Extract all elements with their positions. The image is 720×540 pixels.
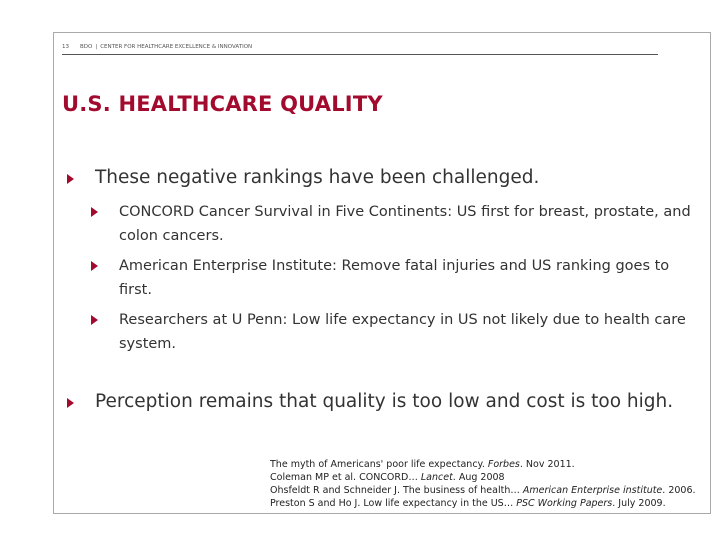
reference-line: Preston S and Ho J. Low life expectancy in the US… PSC Working Papers. July 2009. [270,498,666,509]
sub-bullet-text: American Enterprise Institute: Remove fatal injuries and US ranking goes to first. [119,258,670,298]
bullet-text: These negative rankings have been challenged. [95,167,540,188]
sub-bullet-arrow-icon [91,315,98,325]
page-number: 13 [62,44,69,50]
org-name: BDO [80,44,93,50]
slide-title: U.S. HEALTHCARE QUALITY [62,92,383,116]
references [270,458,696,510]
slide-header [62,41,252,53]
sub-bullet-text: Researchers at U Penn: Low life expectancy in US not likely due to health care system. [119,312,686,352]
reference-line: The myth of Americans' poor life expectancy. Forbes. Nov 2011. [270,459,575,470]
sub-bullet-arrow-icon [91,207,98,217]
sub-bullet-text: CONCORD Cancer Survival in Five Continents: US first for breast, prostate, and colon cancers. [119,204,691,244]
header-separator: | [95,44,98,50]
sub-bullet-arrow-icon [91,261,98,271]
center-name: CENTER FOR HEALTHCARE EXCELLENCE & INNOVATION [100,44,253,50]
reference-line: Coleman MP et al. CONCORD… Lancet. Aug 2008 [270,472,505,483]
reference-line: Ohsfeldt R and Schneider J. The business of health… American Enterprise institute. 2006. [270,485,696,496]
bullet-arrow-icon [67,174,74,184]
bullet-arrow-icon [67,398,74,408]
bullet-text: Perception remains that quality is too low and cost is too high. [95,391,674,412]
header-divider [62,54,658,55]
